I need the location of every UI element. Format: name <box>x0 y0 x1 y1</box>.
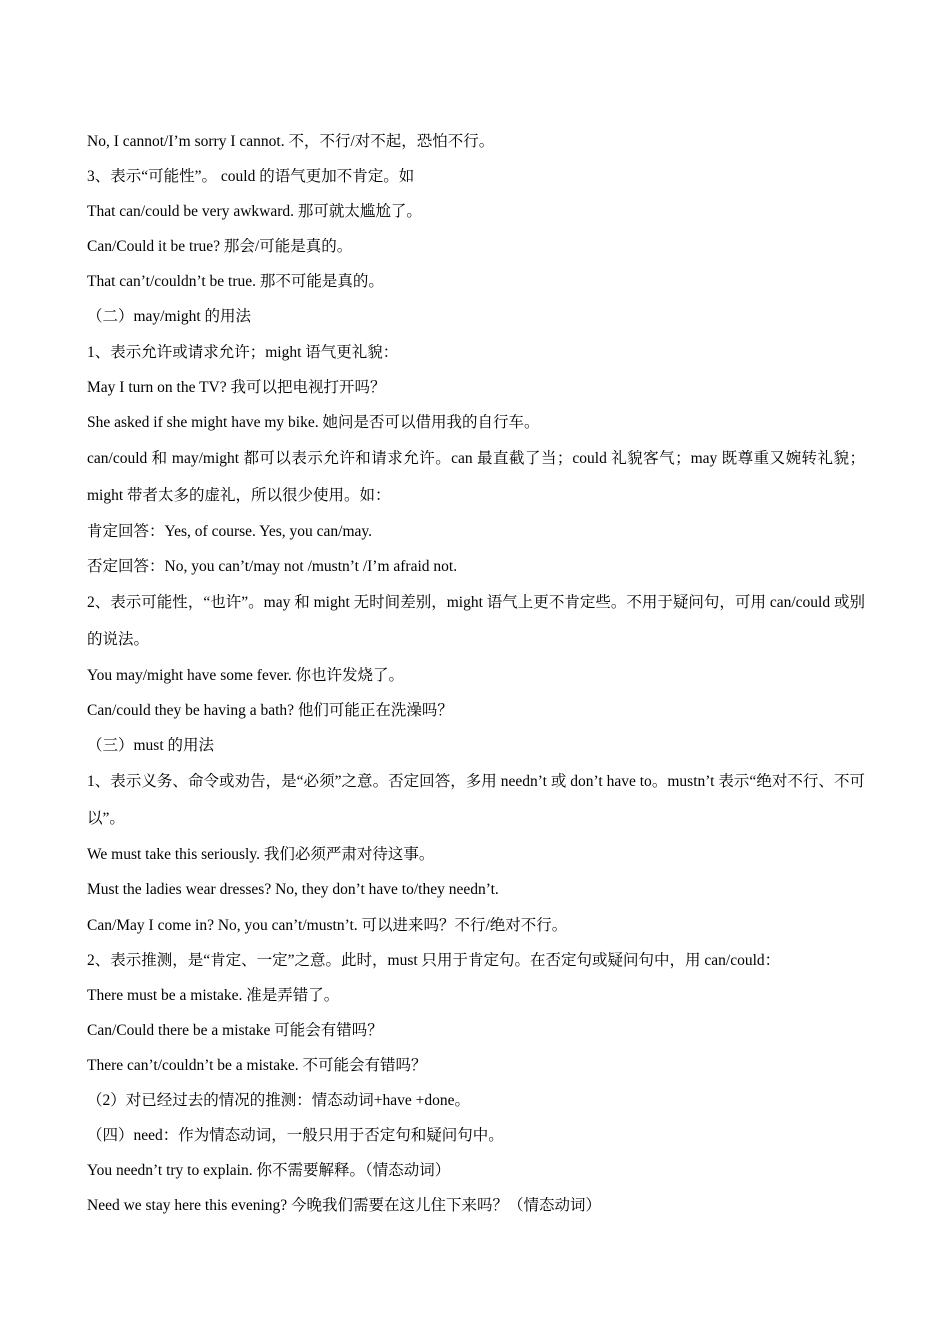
text-line: Can/May I come in? No, you can’t/mustn’t. 可以进来吗？不行/绝对不行。 <box>87 916 568 934</box>
text-line: We must take this seriously. 我们必须严肃对待这事。 <box>87 846 435 864</box>
text-paragraph: 2、表示可能性，“也许”。may 和 might 无时间差别，might 语气上更不肯定些。不用于疑问句，可用 can/could 或别的说法。 <box>87 594 865 649</box>
section-heading: （四）need：作为情态动词，一般只用于否定句和疑问句中。 <box>87 1127 504 1145</box>
text-line: You needn’t try to explain. 你不需要解释。（情态动词） <box>87 1162 451 1180</box>
text-line: Can/could they be having a bath? 他们可能正在洗澡吗？ <box>87 702 453 720</box>
text-paragraph: can/could 和 may/might 都可以表示允许和请求允许。can 最直截了当；could 礼貌客气；may 既尊重又婉转礼貌；might 带者太多的虚礼，所以很少使用。如： <box>87 449 865 504</box>
text-line: 1、表示允许或请求允许；might 语气更礼貌： <box>87 343 399 361</box>
document-body <box>87 124 865 1223</box>
text-line: 肯定回答：Yes, of course. Yes, you can/may. <box>87 522 373 540</box>
text-line: 2、表示推测，是“肯定、一定”之意。此时，must 只用于肯定句。在否定句或疑问句中，用 can/could： <box>87 951 781 969</box>
text-line: There must be a mistake. 准是弄错了。 <box>87 986 340 1004</box>
section-heading: （三）must 的用法 <box>87 737 215 755</box>
text-line: Need we stay here this evening? 今晚我们需要在这儿住下来吗？（情态动词） <box>87 1197 602 1215</box>
text-line: There can’t/couldn’t be a mistake. 不可能会有错吗？ <box>87 1056 427 1074</box>
text-line: May I turn on the TV? 我可以把电视打开吗？ <box>87 378 386 396</box>
section-heading: （二）may/might 的用法 <box>87 308 252 326</box>
text-line: Can/Could there be a mistake 可能会有错吗？ <box>87 1021 383 1039</box>
text-line: （2）对已经过去的情况的推测：情态动词+have +done。 <box>87 1091 470 1109</box>
text-line: 3、表示“可能性”。 could 的语气更加不肯定。如 <box>87 168 415 186</box>
text-line: She asked if she might have my bike. 她问是否可以借用我的自行车。 <box>87 413 540 431</box>
text-paragraph: 1、表示义务、命令或劝告，是“必须”之意。否定回答，多用 needn’t 或 don’t have to。mustn’t 表示“绝对不行、不可以”。 <box>87 773 865 828</box>
text-line: Must the ladies wear dresses? No, they don’t have to/they needn’t. <box>87 881 499 899</box>
text-line: 否定回答：No, you can’t/may not /mustn’t /I’m afraid not. <box>87 557 458 575</box>
text-line: No, I cannot/I’m sorry I cannot. 不，不行/对不起，恐怕不行。 <box>87 133 495 150</box>
text-line: That can’t/couldn’t be true. 那不可能是真的。 <box>87 273 384 291</box>
text-line: You may/might have some fever. 你也许发烧了。 <box>87 667 405 685</box>
text-line: That can/could be very awkward. 那可就太尴尬了。 <box>87 203 422 221</box>
text-line: Can/Could it be true? 那会/可能是真的。 <box>87 238 353 256</box>
